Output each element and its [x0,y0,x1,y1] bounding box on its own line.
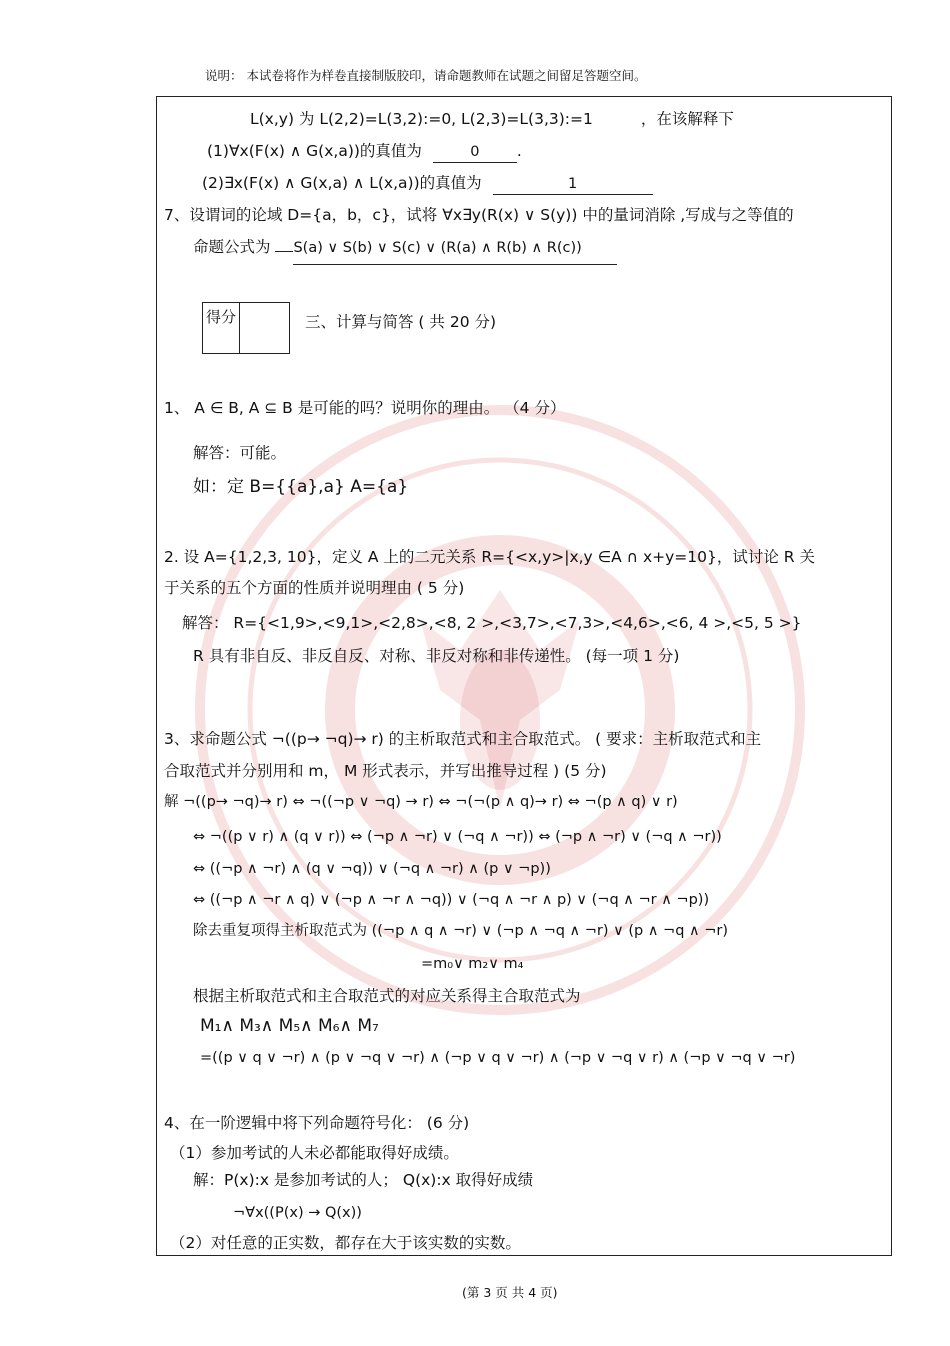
score-field [240,303,289,353]
s3-step7: 根据主析取范式和主合取范式的对应关系得主合取范式为 [193,987,581,1005]
s2-question-line1: 2. 设 A={1,2,3, 10}，定义 A 上的二元关系 R={<x,y>|x,y ∈A ∩ x+y=10}，试讨论 R 关 [164,548,815,566]
s4-part1-solution: 解：P(x):x 是参加考试的人； Q(x):x 取得好成绩 [193,1171,534,1189]
s2-answer-line1: 解答： R={<1,9>,<9,1>,<2,8>,<8, 2 >,<3,7>,<7,3>,<4,6>,<6, 4 >,<5, 5 >} [182,614,802,632]
s1-answer: 解答：可能。 [193,444,287,462]
s3-step5: 除去重复项得主析取范式为 ((¬p ∧ q ∧ ¬r) ∨ (¬p ∧ ¬q ∧ ¬r) ∨ (p ∧ ¬q ∧ ¬r) [193,923,729,939]
q6-answer2: 1 [493,174,653,195]
q6-answer1: 0 [433,142,517,163]
q7-answer: S(a) ∨ S(b) ∨ S(c) ∨ (R(a) ∧ R(b) ∧ R(c)) [293,238,617,265]
exam-frame [156,96,892,1256]
s3-step9: =((p ∨ q ∨ ¬r) ∧ (p ∨ ¬q ∨ ¬r) ∧ (¬p ∨ q ∨ ¬r) ∧ (¬p ∨ ¬q ∨ r) ∧ (¬p ∨ ¬q ∨ ¬r) [200,1050,796,1066]
s3-step4: ⇔ ((¬p ∧ ¬r ∧ q) ∨ (¬p ∧ ¬r ∧ ¬q)) ∨ (¬q ∧ ¬r ∧ p) ∨ (¬q ∧ ¬r ∧ ¬p)) [193,892,710,908]
s3-step3: ⇔ ((¬p ∧ ¬r) ∧ (q ∨ ¬q)) ∨ (¬q ∧ ¬r) ∧ (p ∨ ¬p)) [193,861,551,877]
score-box [202,302,290,354]
q6-part1: (1)∀x(F(x) ∧ G(x,a))的真值为 0 . [207,141,522,163]
s4-part2: （2）对任意的正实数，都存在大于该实数的实数。 [170,1234,521,1252]
header-note: 说明： 本试卷将作为样卷直接制版胶印，请命题教师在试题之间留足答题空间。 [205,68,647,83]
s3-step8: M₁∧ M₃∧ M₅∧ M₆∧ M₇ [200,1016,379,1036]
s3-step6: =m₀∨ m₂∨ m₄ [421,956,524,972]
s2-question-line2: 于关系的五个方面的性质并说明理由 ( 5 分) [164,579,465,597]
s3-step2: ⇔ ¬((p ∨ r) ∧ (q ∨ r)) ⇔ (¬p ∧ ¬r) ∨ (¬q ∧ ¬r)) ⇔ (¬p ∧ ¬r) ∨ (¬q ∧ ¬r)) [193,829,722,845]
s3-step1: 解 ¬((p→ ¬q)→ r) ⇔ ¬((¬p ∨ ¬q) → r) ⇔ ¬(¬(p ∧ q)→ r) ⇔ ¬(p ∧ q) ∨ r) [164,794,678,810]
s4-question: 4、在一阶逻辑中将下列命题符号化： (6 分) [164,1114,470,1132]
q7-answer-line: 命题公式为 S(a) ∨ S(b) ∨ S(c) ∨ (R(a) ∧ R(b) ∧ R(c)) [193,237,617,265]
page-footer: (第 3 页 共 4 页) [462,1285,558,1300]
s3-question-line2: 合取范式并分别用和 m， M 形式表示，并写出推导过程 ) (5 分) [164,762,607,780]
q7-question: 7、设谓词的论域 D={a，b，c}，试将 ∀x∃y(R(x) ∨ S(y)) 中的量词消除 ,写成与之等值的 [164,206,794,224]
s4-part1: （1）参加考试的人未必都能取得好成绩。 [170,1144,459,1162]
s4-part1-formula: ¬∀x((P(x) → Q(x)) [233,1205,362,1221]
q6-part2: (2)∃x(F(x) ∧ G(x,a) ∧ L(x,a))的真值为 1 [202,173,653,195]
s3-question-line1: 3、求命题公式 ¬((p→ ¬q)→ r) 的主析取范式和主合取范式。 ( 要求：主析取范式和主 [164,730,762,748]
s2-answer-line2: R 具有非自反、非反自反、对称、非反对称和非传递性。 (每一项 1 分) [193,647,680,665]
q6-interpretation: L(x,y) 为 L(2,2)=L(3,2):=0, L(2,3)=L(3,3):=1 ，在该解释下 [250,110,734,128]
score-label: 得分 [203,303,240,353]
section-title: 三、计算与简答 ( 共 20 分) [305,313,497,331]
s1-question: 1、 A ∈ B, A ⊆ B 是可能的吗？说明你的理由。 （4 分） [164,399,566,417]
s1-example: 如：定 B={{a},a} A={a} [193,477,409,497]
